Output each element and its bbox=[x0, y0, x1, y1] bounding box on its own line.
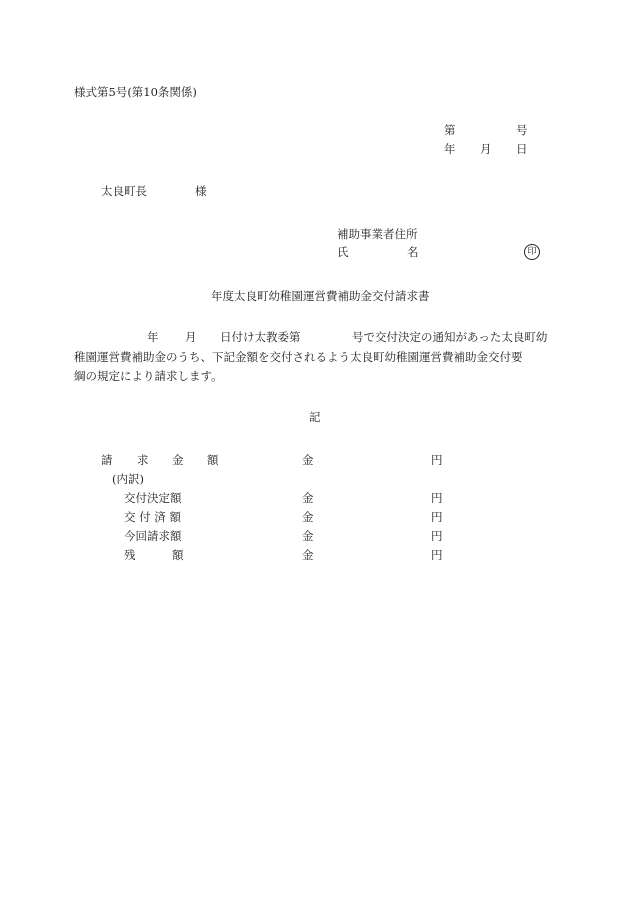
body-line1-text2: 号で交付決定の通知があった太良町幼 bbox=[352, 330, 548, 344]
request-label-char-4: 額 bbox=[207, 453, 219, 467]
request-label-char-2: 求 bbox=[137, 453, 149, 467]
body-line1-year: 年 bbox=[147, 330, 159, 344]
breakdown-en-current: 円 bbox=[431, 529, 443, 543]
addressee-name: 太良町長 bbox=[101, 184, 147, 198]
body-line1-month: 月 bbox=[185, 330, 197, 344]
document-title: 年度太良町幼稚園運営費補助金交付請求書 bbox=[211, 289, 430, 303]
request-label-char-3: 金 bbox=[172, 453, 184, 467]
breakdown-kin-remaining: 金 bbox=[302, 548, 314, 562]
breakdown-label-paid: 交 付 済 額 bbox=[124, 510, 181, 524]
breakdown-label-current: 今回請求額 bbox=[124, 529, 182, 543]
request-kin: 金 bbox=[302, 453, 314, 467]
breakdown-en-decision: 円 bbox=[431, 491, 443, 505]
body-line2: 稚園運営費補助金のうち、下記金額を交付されるよう太良町幼稚園運営費補助金交付要 bbox=[74, 350, 523, 364]
breakdown-kin-decision: 金 bbox=[302, 491, 314, 505]
body-line3: 綱の規定により請求します。 bbox=[74, 369, 223, 383]
breakdown-label-remaining-1: 残 bbox=[124, 548, 136, 562]
request-en: 円 bbox=[431, 453, 443, 467]
breakdown-label-remaining-2: 額 bbox=[172, 548, 184, 562]
number-label-go: 号 bbox=[516, 123, 528, 137]
date-year-label: 年 bbox=[444, 142, 456, 156]
breakdown-en-remaining: 円 bbox=[431, 548, 443, 562]
breakdown-kin-current: 金 bbox=[302, 529, 314, 543]
applicant-address-label: 補助事業者住所 bbox=[337, 227, 418, 241]
seal-mark: 印 bbox=[524, 244, 540, 260]
applicant-name-label-2: 名 bbox=[407, 245, 419, 259]
breakdown-label-decision: 交付決定額 bbox=[124, 491, 182, 505]
form-label: 様式第5号(第10条関係) bbox=[74, 85, 197, 99]
applicant-name-label-1: 氏 bbox=[337, 245, 349, 259]
date-month-label: 月 bbox=[480, 142, 492, 156]
date-day-label: 日 bbox=[516, 142, 528, 156]
addressee-honorific: 様 bbox=[195, 184, 207, 198]
breakdown-en-paid: 円 bbox=[431, 510, 443, 524]
body-line1-text1: 日付け太教委第 bbox=[220, 330, 301, 344]
ki-label: 記 bbox=[309, 410, 321, 424]
number-label-dai: 第 bbox=[444, 123, 456, 137]
breakdown-kin-paid: 金 bbox=[302, 510, 314, 524]
breakdown-label: (内訳) bbox=[112, 472, 144, 486]
request-label-char-1: 請 bbox=[101, 453, 113, 467]
